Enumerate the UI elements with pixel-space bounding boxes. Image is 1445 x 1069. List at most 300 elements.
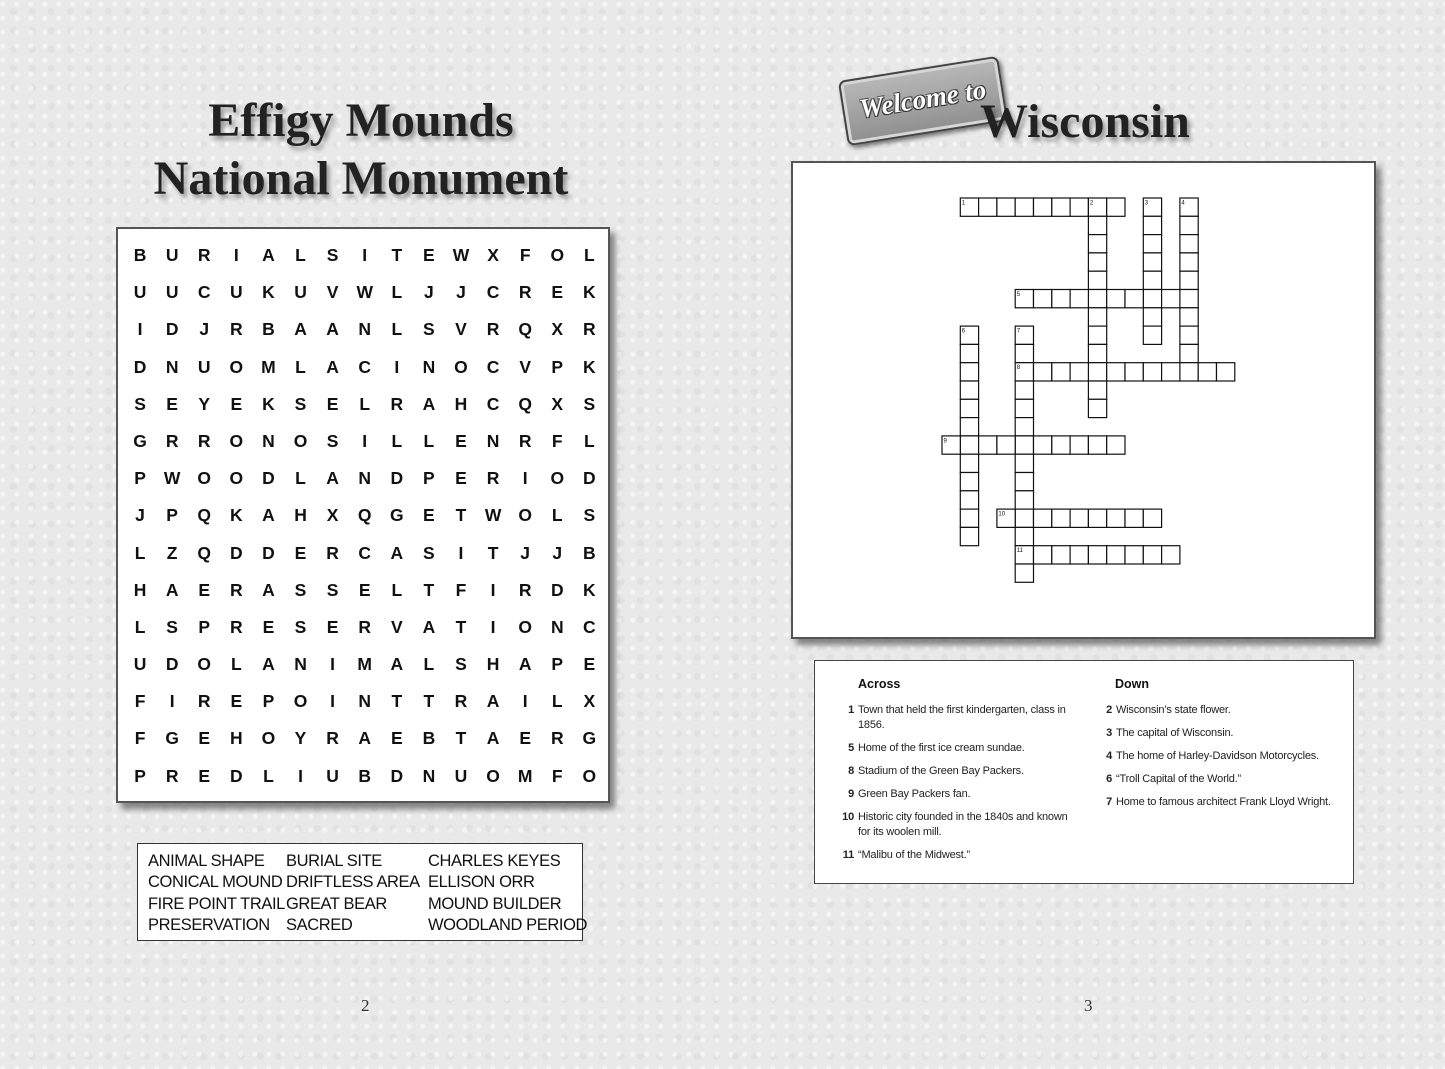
word-search-letter[interactable]: N xyxy=(358,319,372,340)
word-search-letter[interactable]: O xyxy=(261,728,276,749)
word-search-letter[interactable]: N xyxy=(358,468,372,489)
word-search-letter[interactable]: O xyxy=(229,468,244,489)
word-search-letter[interactable]: S xyxy=(294,616,307,637)
word-search-letter[interactable]: O xyxy=(486,765,500,786)
word-search-letter[interactable]: P xyxy=(551,356,564,377)
word-search-letter[interactable]: F xyxy=(134,728,146,749)
word-search-letter[interactable]: O xyxy=(229,356,244,377)
word-search-letter[interactable]: L xyxy=(295,468,306,489)
word-search-letter[interactable]: R xyxy=(583,319,596,340)
word-search-letter[interactable]: O xyxy=(518,505,532,526)
word-search-letter[interactable]: O xyxy=(550,468,565,489)
word-search-letter[interactable]: I xyxy=(362,430,368,451)
word-search-letter[interactable]: S xyxy=(294,393,307,414)
word-search-letter[interactable]: S xyxy=(134,393,146,414)
word-search-letter[interactable]: E xyxy=(551,282,564,303)
word-search-letter[interactable]: C xyxy=(358,542,372,563)
word-search-letter[interactable]: R xyxy=(550,728,564,749)
word-search-letter[interactable]: P xyxy=(134,468,146,489)
word-search-letter[interactable]: I xyxy=(169,691,175,712)
crossword-cell[interactable] xyxy=(1015,454,1033,472)
crossword-cell[interactable] xyxy=(1015,418,1033,436)
word-search-letter[interactable]: H xyxy=(454,393,468,414)
word-search-letter[interactable]: B xyxy=(133,245,147,265)
word-search-letter[interactable]: G xyxy=(582,728,597,749)
word-search-letter[interactable]: F xyxy=(519,245,531,265)
crossword-cell[interactable] xyxy=(1088,436,1106,454)
word-search-letter[interactable]: A xyxy=(262,579,275,600)
word-search-letter[interactable]: E xyxy=(423,245,435,265)
word-search-letter[interactable]: P xyxy=(262,691,275,712)
crossword-cell[interactable] xyxy=(1198,363,1216,381)
word-search-letter[interactable]: P xyxy=(551,654,564,675)
word-search-letter[interactable]: X xyxy=(583,691,596,712)
word-search-letter[interactable]: O xyxy=(197,654,212,675)
word-search-letter[interactable]: U xyxy=(326,765,339,786)
crossword-cell[interactable] xyxy=(960,509,978,527)
word-search-letter[interactable]: F xyxy=(455,579,467,600)
crossword-cell[interactable] xyxy=(1070,290,1088,308)
word-search-letter[interactable]: C xyxy=(486,356,500,377)
crossword-cell[interactable] xyxy=(1088,509,1106,527)
word-search-letter[interactable]: M xyxy=(517,765,533,786)
word-search-letter[interactable]: R xyxy=(197,245,211,265)
word-search-letter[interactable]: O xyxy=(582,765,597,786)
crossword-cell[interactable] xyxy=(1143,216,1161,234)
word-search-letter[interactable]: O xyxy=(550,245,565,265)
crossword-cell[interactable] xyxy=(1143,509,1161,527)
word-search-letter[interactable]: I xyxy=(394,356,400,377)
word-search-letter[interactable]: N xyxy=(165,356,179,377)
crossword-cell[interactable] xyxy=(960,381,978,399)
word-search-letter[interactable]: G xyxy=(165,728,179,749)
word-search-letter[interactable]: E xyxy=(326,616,339,637)
word-search-letter[interactable]: W xyxy=(163,468,181,489)
word-search-letter[interactable]: D xyxy=(165,319,179,340)
word-search-letter[interactable]: R xyxy=(230,616,243,637)
word-search-letter[interactable]: I xyxy=(490,616,496,637)
word-search-letter[interactable]: C xyxy=(486,393,500,414)
word-search-letter[interactable]: G xyxy=(389,505,404,526)
crossword-cell[interactable] xyxy=(1070,436,1088,454)
word-search-letter[interactable]: I xyxy=(137,319,143,340)
crossword-cell[interactable] xyxy=(1143,546,1161,564)
word-search-letter[interactable]: U xyxy=(165,282,179,303)
word-search-letter[interactable]: E xyxy=(262,616,275,637)
word-search-letter[interactable]: L xyxy=(551,691,563,712)
crossword-cell[interactable] xyxy=(1088,308,1106,326)
word-search-letter[interactable]: F xyxy=(134,691,146,712)
word-search-letter[interactable]: E xyxy=(198,579,211,600)
crossword-cell[interactable] xyxy=(1088,546,1106,564)
word-search-letter[interactable]: J xyxy=(135,505,145,526)
crossword-cell[interactable] xyxy=(1052,198,1070,216)
word-search-letter[interactable]: W xyxy=(452,245,470,265)
word-search-letter[interactable]: D xyxy=(165,654,179,675)
word-search-letter[interactable]: A xyxy=(390,654,404,675)
word-search-letter[interactable]: A xyxy=(262,245,275,265)
word-search-letter[interactable]: A xyxy=(294,319,307,340)
word-search-letter[interactable]: D xyxy=(262,542,275,563)
word-search-letter[interactable]: L xyxy=(263,765,274,786)
word-search-letter[interactable]: S xyxy=(583,505,596,526)
word-search-letter[interactable]: O xyxy=(454,356,468,377)
crossword-cell[interactable] xyxy=(960,527,978,545)
word-search-letter[interactable]: B xyxy=(422,728,436,749)
word-search-letter[interactable]: E xyxy=(583,654,596,675)
word-search-letter[interactable]: K xyxy=(583,282,596,303)
word-search-letter[interactable]: R xyxy=(486,319,500,340)
word-search-letter[interactable]: V xyxy=(326,282,339,303)
word-search-letter[interactable]: L xyxy=(295,356,306,377)
word-search-letter[interactable]: B xyxy=(358,765,372,786)
crossword-cell[interactable] xyxy=(1015,564,1033,582)
word-search-letter[interactable]: I xyxy=(522,468,528,489)
crossword-cell[interactable] xyxy=(960,418,978,436)
crossword-cell[interactable] xyxy=(997,436,1015,454)
word-search-letter[interactable]: N xyxy=(358,691,372,712)
crossword-cell[interactable] xyxy=(1088,344,1106,362)
word-search-letter[interactable]: R xyxy=(358,616,372,637)
word-search-letter[interactable]: D xyxy=(262,468,275,489)
word-search-letter[interactable]: K xyxy=(262,282,275,303)
crossword-cell[interactable] xyxy=(1015,344,1033,362)
crossword-cell[interactable] xyxy=(1107,198,1125,216)
word-search-letter[interactable]: X xyxy=(326,505,339,526)
crossword-cell[interactable] xyxy=(979,436,997,454)
word-search-letter[interactable]: U xyxy=(454,765,468,786)
word-search-letter[interactable]: Q xyxy=(357,505,372,526)
word-search-letter[interactable]: D xyxy=(550,579,564,600)
word-search-letter[interactable]: L xyxy=(551,505,563,526)
word-search-letter[interactable]: T xyxy=(487,542,499,563)
crossword-cell[interactable] xyxy=(1034,198,1052,216)
word-search-letter[interactable]: R xyxy=(197,430,211,451)
word-search-letter[interactable]: X xyxy=(551,393,564,414)
word-search-letter[interactable]: E xyxy=(294,542,307,563)
crossword-cell[interactable] xyxy=(1180,290,1198,308)
word-search-letter[interactable]: V xyxy=(390,616,403,637)
word-search-letter[interactable]: N xyxy=(262,430,275,451)
word-search-letter[interactable]: U xyxy=(165,245,179,265)
word-search-letter[interactable]: L xyxy=(423,430,435,451)
word-search-letter[interactable]: E xyxy=(423,505,435,526)
word-search-letter[interactable]: R xyxy=(230,579,243,600)
crossword-cell[interactable] xyxy=(1034,546,1052,564)
word-search-letter[interactable]: C xyxy=(358,356,372,377)
crossword-cell[interactable] xyxy=(1052,363,1070,381)
crossword-cell[interactable] xyxy=(1052,436,1070,454)
word-search-letter[interactable]: S xyxy=(326,430,339,451)
word-search-letter[interactable]: E xyxy=(198,765,211,786)
crossword-cell[interactable] xyxy=(1107,363,1125,381)
word-search-letter[interactable]: T xyxy=(455,728,467,749)
word-search-letter[interactable]: T xyxy=(455,505,467,526)
word-search-letter[interactable]: D xyxy=(583,468,596,489)
word-search-letter[interactable]: J xyxy=(456,282,466,303)
word-search-letter[interactable]: U xyxy=(133,282,147,303)
word-search-letter[interactable]: U xyxy=(294,282,307,303)
word-search-letter[interactable]: Z xyxy=(166,542,178,563)
word-search-letter[interactable]: O xyxy=(518,616,532,637)
word-search-letter[interactable]: B xyxy=(262,319,275,340)
word-search-letter[interactable]: R xyxy=(518,430,532,451)
word-search-letter[interactable]: M xyxy=(261,356,276,377)
crossword-cell[interactable] xyxy=(1034,363,1052,381)
word-search-letter[interactable]: H xyxy=(486,654,500,675)
word-search-letter[interactable]: A xyxy=(326,356,339,377)
crossword-cell[interactable] xyxy=(1143,290,1161,308)
word-search-letter[interactable]: E xyxy=(326,393,339,414)
word-search-letter[interactable]: A xyxy=(422,393,436,414)
word-search-letter[interactable]: Q xyxy=(518,393,532,414)
word-search-letter[interactable]: D xyxy=(390,468,404,489)
word-search-letter[interactable]: S xyxy=(294,579,307,600)
word-search-letter[interactable]: S xyxy=(423,542,435,563)
word-search-letter[interactable]: S xyxy=(326,579,339,600)
word-search-letter[interactable]: W xyxy=(356,282,373,303)
word-search-letter[interactable]: D xyxy=(390,765,404,786)
word-search-letter[interactable]: A xyxy=(518,654,532,675)
word-search-letter[interactable]: X xyxy=(487,245,499,265)
word-search-letter[interactable]: H xyxy=(230,728,243,749)
word-search-letter[interactable]: N xyxy=(550,616,564,637)
word-search-letter[interactable]: K xyxy=(230,505,243,526)
word-search-letter[interactable]: B xyxy=(583,542,596,563)
word-search-letter[interactable]: T xyxy=(391,245,403,265)
crossword-cell[interactable] xyxy=(1015,436,1033,454)
word-search-letter[interactable]: K xyxy=(583,356,596,377)
word-search-letter[interactable]: R xyxy=(326,542,339,563)
word-search-letter[interactable]: F xyxy=(551,765,563,786)
crossword-cell[interactable] xyxy=(1052,290,1070,308)
word-search-letter[interactable]: Q xyxy=(197,542,212,563)
crossword-cell[interactable] xyxy=(1107,290,1125,308)
word-search-letter[interactable]: R xyxy=(390,393,404,414)
word-search-letter[interactable]: L xyxy=(391,319,403,340)
crossword-cell[interactable] xyxy=(1180,235,1198,253)
crossword-cell[interactable] xyxy=(1015,527,1033,545)
word-search-letter[interactable]: E xyxy=(358,579,371,600)
word-search-letter[interactable]: T xyxy=(423,579,435,600)
word-search-letter[interactable]: K xyxy=(262,393,275,414)
word-search-letter[interactable]: V xyxy=(519,356,532,377)
word-search-letter[interactable]: S xyxy=(423,319,435,340)
crossword-cell[interactable] xyxy=(960,436,978,454)
crossword-cell[interactable] xyxy=(1088,235,1106,253)
word-search-letter[interactable]: I xyxy=(330,691,336,712)
word-search-letter[interactable]: N xyxy=(422,356,436,377)
crossword-cell[interactable] xyxy=(1180,271,1198,289)
crossword-cell[interactable] xyxy=(1088,216,1106,234)
crossword-cell[interactable] xyxy=(1162,363,1180,381)
word-search-letter[interactable]: I xyxy=(330,654,336,675)
word-search-letter[interactable]: I xyxy=(522,691,528,712)
word-search-letter[interactable]: C xyxy=(197,282,211,303)
word-search-letter[interactable]: A xyxy=(326,468,339,489)
crossword-cell[interactable] xyxy=(1180,216,1198,234)
word-search-letter[interactable]: R xyxy=(197,691,211,712)
crossword-cell[interactable] xyxy=(1015,491,1033,509)
word-search-letter[interactable]: X xyxy=(551,319,564,340)
crossword-cell[interactable] xyxy=(960,491,978,509)
word-search-letter[interactable]: I xyxy=(233,245,239,265)
word-search-letter[interactable]: O xyxy=(293,430,308,451)
crossword-cell[interactable] xyxy=(1034,436,1052,454)
word-search-letter[interactable]: R xyxy=(326,728,339,749)
word-search-letter[interactable]: I xyxy=(490,579,496,600)
word-search-letter[interactable]: R xyxy=(486,468,500,489)
crossword-cell[interactable] xyxy=(1015,381,1033,399)
crossword-cell[interactable] xyxy=(1143,363,1161,381)
crossword-cell[interactable] xyxy=(1143,308,1161,326)
crossword-cell[interactable] xyxy=(1034,290,1052,308)
crossword-cell[interactable] xyxy=(1162,546,1180,564)
word-search-letter[interactable]: P xyxy=(166,505,178,526)
word-search-letter[interactable]: H xyxy=(294,505,307,526)
word-search-letter[interactable]: A xyxy=(165,579,179,600)
word-search-letter[interactable]: N xyxy=(294,654,307,675)
word-search-letter[interactable]: L xyxy=(134,542,146,563)
word-search-letter[interactable]: A xyxy=(390,542,404,563)
crossword-cell[interactable] xyxy=(1180,363,1198,381)
word-search-letter[interactable]: J xyxy=(424,282,434,303)
word-search-letter[interactable]: C xyxy=(486,282,500,303)
crossword-cell[interactable] xyxy=(1052,546,1070,564)
crossword-cell[interactable] xyxy=(997,198,1015,216)
crossword-cell[interactable] xyxy=(960,344,978,362)
word-search-letter[interactable]: R xyxy=(165,765,179,786)
crossword-cell[interactable] xyxy=(1088,253,1106,271)
crossword-cell[interactable] xyxy=(1180,253,1198,271)
word-search-letter[interactable]: D xyxy=(230,542,243,563)
crossword-cell[interactable] xyxy=(1107,509,1125,527)
word-search-letter[interactable]: W xyxy=(484,505,502,526)
word-search-letter[interactable]: R xyxy=(230,319,243,340)
word-search-letter[interactable]: L xyxy=(359,393,371,414)
word-search-letter[interactable]: Q xyxy=(518,319,532,340)
crossword-cell[interactable] xyxy=(1070,198,1088,216)
crossword-cell[interactable] xyxy=(1015,198,1033,216)
word-search-letter[interactable]: U xyxy=(230,282,243,303)
crossword-cell[interactable] xyxy=(979,198,997,216)
word-search-letter[interactable]: E xyxy=(519,728,532,749)
crossword-cell[interactable] xyxy=(1070,509,1088,527)
crossword-cell[interactable] xyxy=(1180,308,1198,326)
word-search-letter[interactable]: V xyxy=(455,319,467,340)
crossword-cell[interactable] xyxy=(1015,473,1033,491)
crossword-cell[interactable] xyxy=(1088,271,1106,289)
word-search-letter[interactable]: R xyxy=(454,691,468,712)
crossword-cell[interactable] xyxy=(1015,399,1033,417)
crossword-cell[interactable] xyxy=(960,363,978,381)
crossword-cell[interactable] xyxy=(1125,546,1143,564)
word-search-letter[interactable]: U xyxy=(197,356,211,377)
crossword-cell[interactable] xyxy=(1070,546,1088,564)
word-search-letter[interactable]: I xyxy=(458,542,464,563)
word-search-letter[interactable]: L xyxy=(584,245,595,265)
word-search-letter[interactable]: E xyxy=(198,728,211,749)
word-search-letter[interactable]: I xyxy=(362,245,368,265)
word-search-letter[interactable]: O xyxy=(293,691,308,712)
word-search-letter[interactable]: T xyxy=(423,691,435,712)
word-search-letter[interactable]: H xyxy=(133,579,147,600)
crossword-cell[interactable] xyxy=(1107,546,1125,564)
word-search-letter[interactable]: L xyxy=(230,654,242,675)
word-search-letter[interactable]: Y xyxy=(198,393,211,414)
word-search-letter[interactable]: L xyxy=(584,430,595,451)
word-search-letter[interactable]: E xyxy=(455,468,467,489)
word-search-letter[interactable]: Y xyxy=(294,728,307,749)
word-search-letter[interactable]: P xyxy=(134,765,146,786)
word-search-letter[interactable]: R xyxy=(518,579,532,600)
crossword-cell[interactable] xyxy=(1180,326,1198,344)
crossword-cell[interactable] xyxy=(1143,271,1161,289)
word-search-letter[interactable]: A xyxy=(262,654,275,675)
word-search-letter[interactable]: E xyxy=(455,430,467,451)
word-search-letter[interactable]: S xyxy=(583,393,596,414)
crossword-cell[interactable] xyxy=(1162,290,1180,308)
word-search-letter[interactable]: C xyxy=(583,616,596,637)
word-search-letter[interactable]: A xyxy=(358,728,372,749)
crossword-cell[interactable] xyxy=(1015,509,1033,527)
word-search-letter[interactable]: R xyxy=(165,430,179,451)
word-search-letter[interactable]: F xyxy=(551,430,563,451)
crossword-cell[interactable] xyxy=(1143,235,1161,253)
word-search-letter[interactable]: L xyxy=(391,282,403,303)
crossword-cell[interactable] xyxy=(1088,381,1106,399)
word-search-letter[interactable]: O xyxy=(229,430,244,451)
word-search-letter[interactable]: K xyxy=(583,579,596,600)
word-search-letter[interactable]: S xyxy=(455,654,467,675)
word-search-letter[interactable]: O xyxy=(197,468,212,489)
crossword-cell[interactable] xyxy=(1052,509,1070,527)
word-search-letter[interactable]: R xyxy=(518,282,532,303)
word-search-letter[interactable]: L xyxy=(134,616,146,637)
word-search-letter[interactable]: N xyxy=(486,430,500,451)
word-search-letter[interactable]: E xyxy=(166,393,178,414)
crossword-cell[interactable] xyxy=(1088,399,1106,417)
word-search-letter[interactable]: J xyxy=(520,542,531,563)
word-search-letter[interactable]: P xyxy=(423,468,435,489)
word-search-letter[interactable]: E xyxy=(230,393,243,414)
word-search-letter[interactable]: A xyxy=(422,616,436,637)
word-search-letter[interactable]: U xyxy=(133,654,147,675)
word-search-letter[interactable]: S xyxy=(326,245,339,265)
word-search-letter[interactable]: A xyxy=(326,319,339,340)
crossword-cell[interactable] xyxy=(1180,344,1198,362)
word-search-letter[interactable]: D xyxy=(133,356,147,377)
word-search-letter[interactable]: J xyxy=(552,542,563,563)
word-search-letter[interactable]: A xyxy=(486,691,500,712)
word-search-letter[interactable]: I xyxy=(298,765,303,786)
crossword-cell[interactable] xyxy=(960,399,978,417)
word-search-letter[interactable]: L xyxy=(391,430,403,451)
crossword-cell[interactable] xyxy=(1125,509,1143,527)
crossword-cell[interactable] xyxy=(960,473,978,491)
word-search-letter[interactable]: A xyxy=(262,505,275,526)
crossword-cell[interactable] xyxy=(1034,509,1052,527)
word-search-letter[interactable]: M xyxy=(357,654,372,675)
word-search-letter[interactable]: P xyxy=(198,616,211,637)
word-search-letter[interactable]: L xyxy=(295,245,306,265)
crossword-cell[interactable] xyxy=(1217,363,1235,381)
word-search-letter[interactable]: N xyxy=(422,765,436,786)
crossword-cell[interactable] xyxy=(1088,326,1106,344)
crossword-cell[interactable] xyxy=(1107,436,1125,454)
word-search-letter[interactable]: T xyxy=(391,691,403,712)
crossword-cell[interactable] xyxy=(1088,290,1106,308)
